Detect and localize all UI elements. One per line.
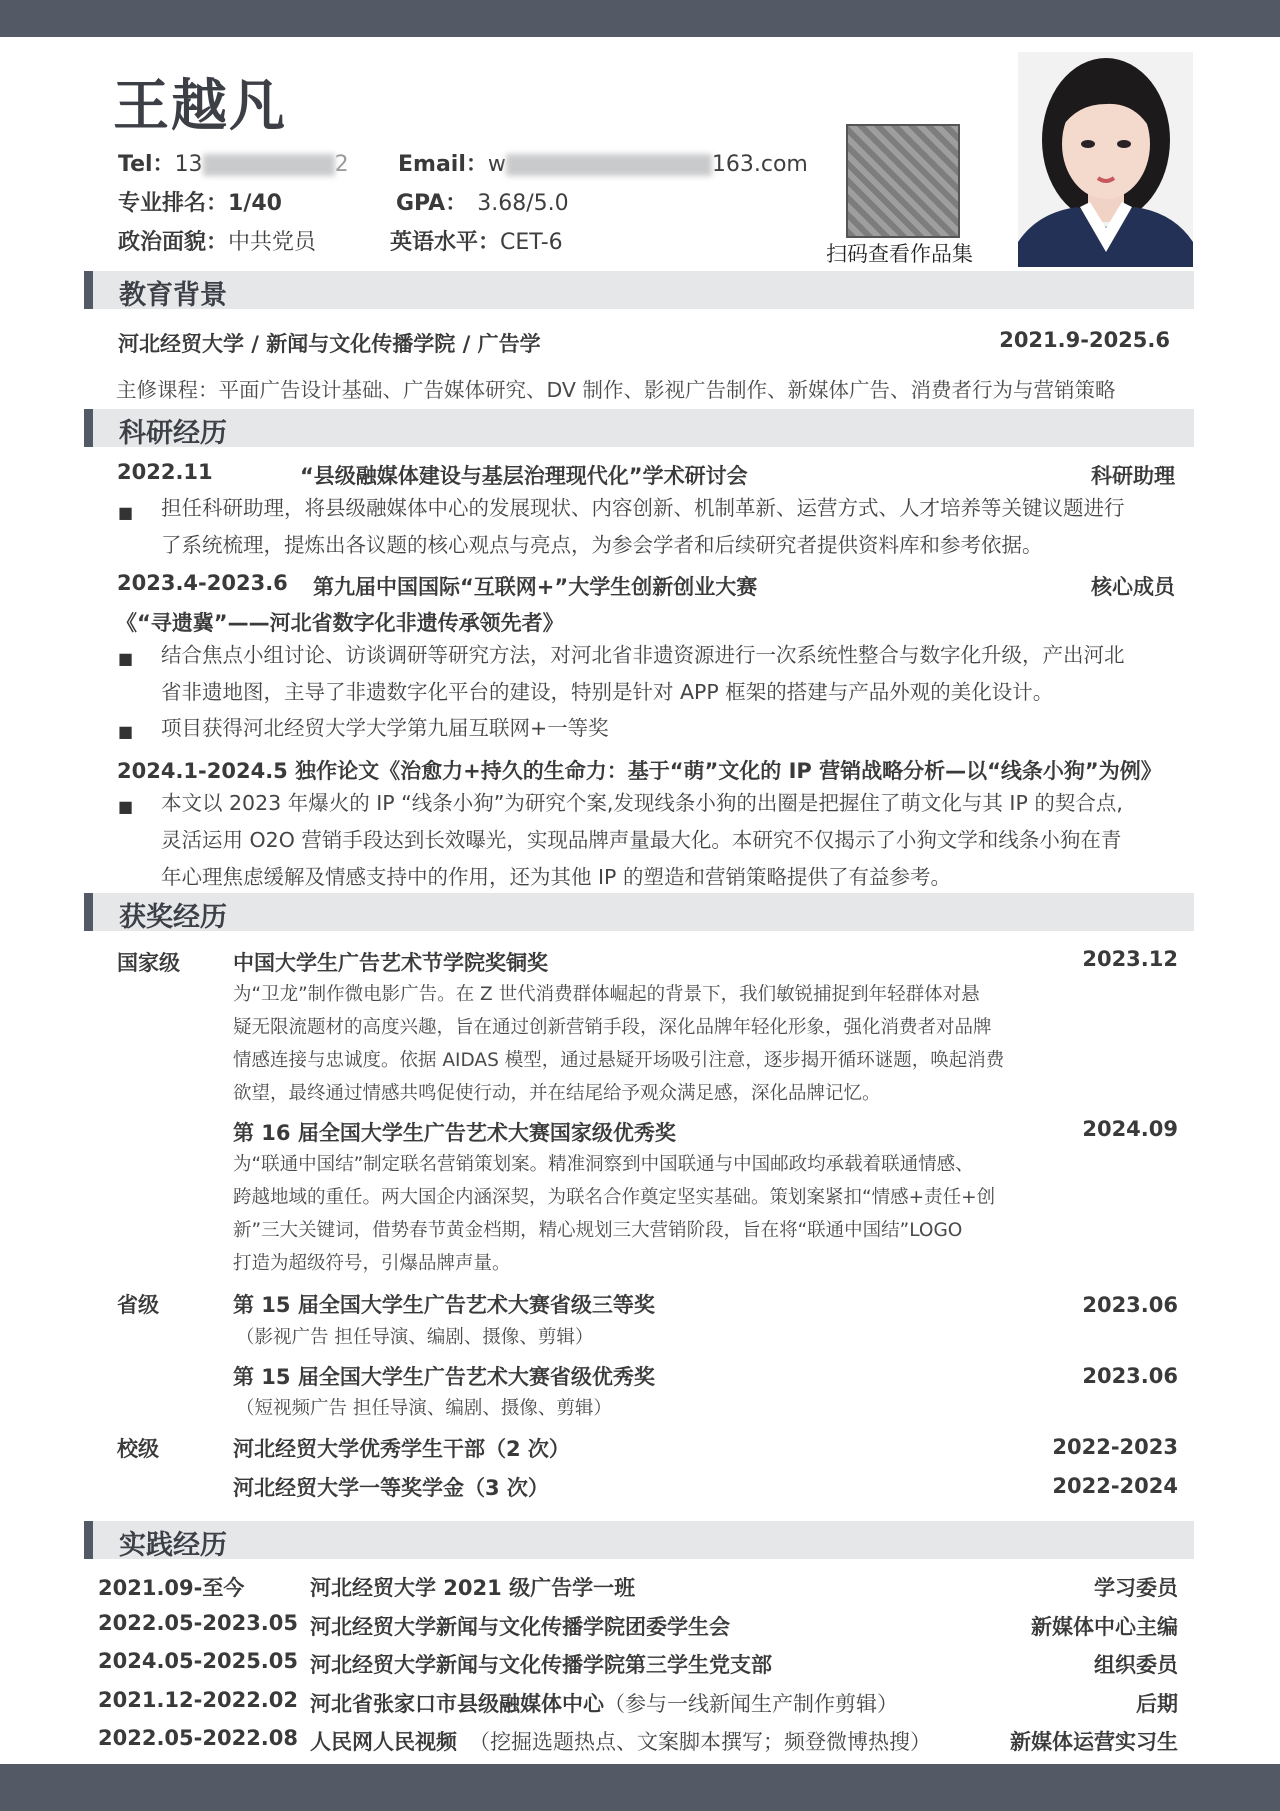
award-1-desc-3: 情感连接与忠诚度。依据 AIDAS 模型，通过悬疑开场吸引注意，逐步揭开循环谜题，唤起消费 (233, 1050, 1005, 1071)
practice-2-role: 新媒体中心主编 (1031, 1615, 1178, 1639)
tel-row (118, 147, 349, 178)
section-practice-title: 实践经历 (119, 1530, 227, 1561)
award-6-name: 河北经贸大学一等奖学金（3 次） (233, 1476, 549, 1500)
award-1-date: 2023.12 (1082, 947, 1178, 971)
politics-value: 中共党员 (228, 230, 317, 255)
education-period: 2021.9-2025.6 (999, 328, 1170, 352)
award-1-desc-4: 欲望，最终通过情感共鸣促使行动，并在结尾给予观众满足感，深化品牌记忆。 (233, 1083, 881, 1104)
practice-5-date: 2022.05-2022.08 (98, 1726, 299, 1750)
section-education (84, 271, 1194, 309)
research-1-role: 科研助理 (1091, 464, 1175, 488)
section-research (84, 409, 1194, 447)
award-5-name: 河北经贸大学优秀学生干部（2 次） (233, 1437, 570, 1461)
research-paper-line3: 年心理焦虑缓解及情感支持中的作用，还为其他 IP 的塑造和营销策略提供了有益参考。 (161, 865, 951, 889)
email-row (398, 147, 808, 178)
tel-blur (203, 154, 335, 176)
section-awards (84, 893, 1194, 931)
practice-4-org: 河北省张家口市县级融媒体中心 (310, 1692, 604, 1716)
award-4-name: 第 15 届全国大学生广告艺术大赛省级优秀奖 (233, 1365, 655, 1389)
practice-3-role: 组织委员 (1094, 1653, 1178, 1677)
award-level-national: 国家级 (117, 951, 180, 975)
practice-3-org: 河北经贸大学新闻与文化传播学院第三学生党支部 (310, 1653, 772, 1677)
research-1-line1: 担任科研助理，将县级融媒体中心的发展现状、内容创新、机制革新、运营方式、人才培养等关键议题进行 (161, 496, 1125, 520)
bullet-marker: ■ (118, 722, 134, 741)
education-courses: 主修课程：平面广告设计基础、广告媒体研究、DV 制作、影视广告制作、新媒体广告、消费者行为与营销策略 (116, 378, 1116, 402)
research-2-line1: 结合焦点小组讨论、访谈调研等研究方法，对河北省非遗资源进行一次系统性整合与数字化升级，产出河北 (161, 643, 1125, 667)
practice-4-role: 后期 (1136, 1692, 1178, 1716)
research-paper-line1: 本文以 2023 年爆火的 IP “线条小狗”为研究个案,发现线条小狗的出圈是把握住了萌文化与其 IP 的契合点, (161, 791, 1123, 815)
gpa-label: GPA： (396, 191, 468, 216)
rank-row (118, 186, 282, 217)
award-2-date: 2024.09 (1082, 1117, 1178, 1141)
award-1-name: 中国大学生广告艺术节学院奖铜奖 (233, 951, 548, 975)
email-label: Email： (398, 152, 488, 177)
award-3-note: （影视广告 担任导演、编剧、摄像、剪辑） (236, 1327, 594, 1348)
section-research-title: 科研经历 (119, 418, 227, 449)
education-school: 河北经贸大学 / 新闻与文化传播学院 / 广告学 (118, 332, 541, 356)
award-3-name: 第 15 届全国大学生广告艺术大赛省级三等奖 (233, 1293, 655, 1317)
research-1-date: 2022.11 (117, 460, 213, 484)
award-4-note: （短视频广告 担任导演、编剧、摄像、剪辑） (236, 1398, 612, 1419)
research-1-line2: 了系统梳理，提炼出各议题的核心观点与亮点，为参会学者和后续研究者提供资料库和参考依据。 (161, 533, 1043, 557)
email-prefix: w (487, 152, 506, 177)
section-awards-title: 获奖经历 (119, 902, 227, 933)
award-4-date: 2023.06 (1082, 1364, 1178, 1388)
research-2-award: 项目获得河北经贸大学大学第九届互联网+一等奖 (161, 716, 609, 740)
bullet-marker: ■ (118, 503, 134, 522)
tel-value: 13 (174, 152, 203, 177)
politics-label: 政治面貌： (118, 230, 229, 255)
section-education-title: 教育背景 (119, 280, 227, 311)
award-2-desc-2: 跨越地域的重任。两大国企内涵深契，为联名合作奠定坚实基础。策划案紧扣“情感+责任+创 (233, 1187, 996, 1208)
award-2-desc-3: 新”三大关键词，借势春节黄金档期，精心规划三大营销阶段，旨在将“联通中国结”LOGO (233, 1220, 963, 1241)
practice-2-org: 河北经贸大学新闻与文化传播学院团委学生会 (310, 1615, 730, 1639)
research-paper-line2: 灵活运用 O2O 营销手段达到长效曝光，实现品牌声量最大化。本研究不仅揭示了小狗文学和线条小狗在青 (161, 828, 1122, 852)
award-2-name: 第 16 届全国大学生广告艺术大赛国家级优秀奖 (233, 1121, 676, 1145)
practice-3-date: 2024.05-2025.05 (98, 1649, 299, 1673)
research-project-title: 《“寻遗冀”——河北省数字化非遗传承领先者》 (116, 611, 564, 635)
award-level-provincial: 省级 (117, 1293, 159, 1317)
practice-4-date: 2021.12-2022.02 (98, 1688, 299, 1712)
practice-1-org: 河北经贸大学 2021 级广告学一班 (310, 1576, 636, 1600)
practice-5-org: 人民网人民视频 (310, 1730, 457, 1754)
tel-label: Tel： (118, 152, 175, 177)
practice-4-note: （参与一线新闻生产制作剪辑） (604, 1692, 898, 1716)
award-1-desc-1: 为“卫龙”制作微电影广告。在 Z 世代消费群体崛起的背景下，我们敏锐捕捉到年轻群体对悬 (233, 984, 980, 1005)
practice-5-role: 新媒体运营实习生 (1010, 1730, 1178, 1754)
research-paper-line: 2024.1-2024.5 独作论文《治愈力+持久的生命力：基于“萌”文化的 IP 营销战略分析—以“线条小狗”为例》 (117, 759, 1162, 783)
award-5-date: 2022-2023 (1052, 1435, 1178, 1459)
practice-1-role: 学习委员 (1094, 1576, 1178, 1600)
bullet-marker: ■ (118, 649, 134, 668)
award-2-desc-1: 为“联通中国结”制定联名营销策划案。精准洞察到中国联通与中国邮政均承载着联通情感、 (233, 1154, 974, 1175)
email-suffix: 163.com (711, 152, 808, 177)
top-bar (0, 0, 1280, 37)
research-2-name: 第九届中国国际“互联网+”大学生创新创业大赛 (313, 575, 758, 599)
practice-5-org-line (310, 1726, 931, 1756)
award-1-desc-2: 疑无限流题材的高度兴趣，旨在通过创新营销手段，深化品牌年轻化形象，强化消费者对品牌 (233, 1017, 992, 1038)
rank-value: 1/40 (228, 191, 282, 216)
award-2-desc-4: 打造为超级符号，引爆品牌声量。 (233, 1253, 511, 1274)
award-6-date: 2022-2024 (1052, 1474, 1178, 1498)
research-2-line2: 省非遗地图，主导了非遗数字化平台的建设，特别是针对 APP 框架的搭建与产品外观的美化设计。 (161, 680, 1054, 704)
bottom-bar (0, 1764, 1280, 1811)
research-2-role: 核心成员 (1091, 575, 1175, 599)
practice-4-org-line (310, 1688, 898, 1718)
qr-caption: 扫码查看作品集 (826, 242, 973, 266)
practice-2-date: 2022.05-2023.05 (98, 1611, 299, 1635)
portrait-photo (1018, 52, 1193, 267)
section-practice (84, 1521, 1194, 1559)
gpa-row (396, 186, 569, 217)
research-1-name: “县级融媒体建设与基层治理现代化”学术研讨会 (300, 464, 748, 488)
gpa-value: 3.68/5.0 (477, 191, 569, 216)
practice-1-date: 2021.09-至今 (98, 1576, 245, 1600)
english-value: CET-6 (500, 230, 563, 255)
tel-tail: 2 (334, 152, 349, 177)
award-3-date: 2023.06 (1082, 1293, 1178, 1317)
practice-5-note: （挖掘选题热点、文案脚本撰写；频登微博热搜） (469, 1730, 931, 1754)
award-level-school: 校级 (117, 1437, 159, 1461)
english-row (390, 225, 563, 256)
rank-label: 专业排名： (118, 191, 229, 216)
candidate-name: 王越凡 (113, 74, 287, 139)
politics-row (118, 225, 316, 256)
research-2-date: 2023.4-2023.6 (117, 571, 288, 595)
qr-code[interactable] (846, 124, 960, 238)
bullet-marker: ■ (118, 797, 134, 816)
english-label: 英语水平： (390, 230, 501, 255)
email-blur (506, 154, 712, 176)
